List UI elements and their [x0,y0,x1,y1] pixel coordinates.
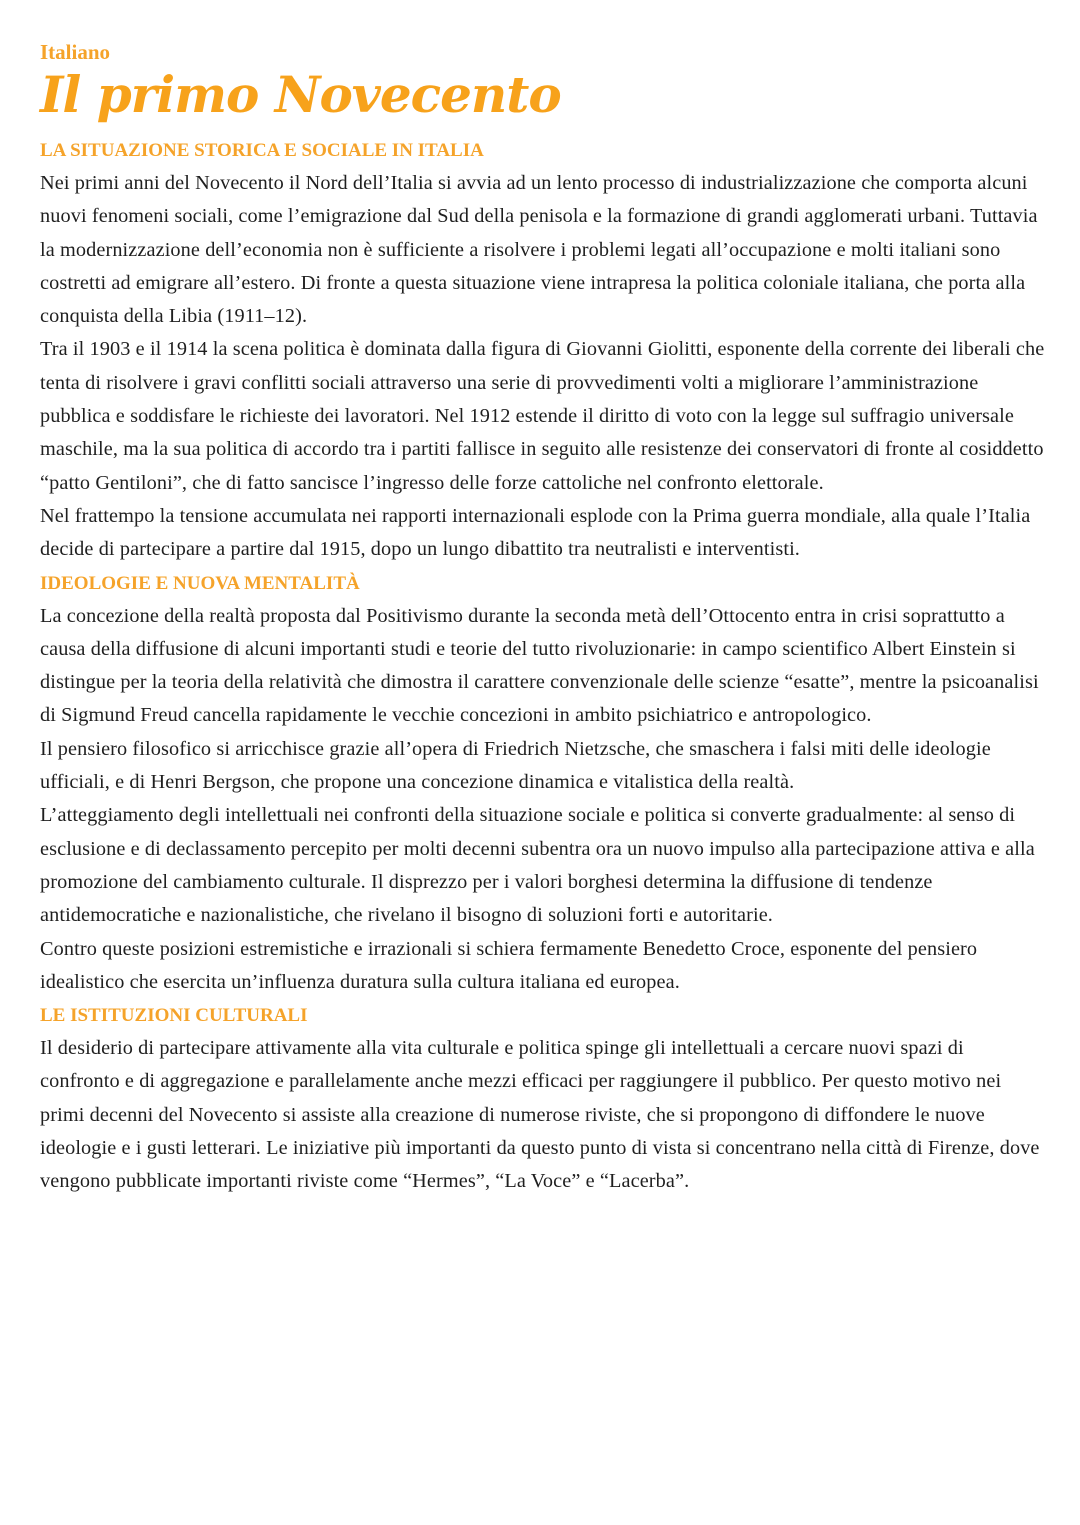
section-cultural-institutions [40,999,1045,1198]
paragraph: Il desiderio di partecipare attivamente alla vita culturale e politica spinge gli intellettuali a cercare nuovi spazi di confronto e di aggregazione e parallelamente anche mezzi efficaci per raggiungere il pubblico. Per questo motivo nei primi decenni del Novecento si assiste alla creazione di numerose riviste, che si propongono di diffondere le nuove ideologie e i gusti letterari. Le iniziative più importanti da questo punto di vista si concentrano nella città di Firenze, dove vengono pubblicate importanti riviste come “Hermes”, “La Voce” e “Lacerba”. [40,1037,1040,1193]
section-heading: LE ISTITUZIONI CULTURALI [40,1005,308,1027]
page-title: Il primo Novecento [40,65,561,124]
subject-label: Italiano [40,40,111,64]
paragraph: Il pensiero filosofico si arricchisce grazie all’opera di Friedrich Nietzsche, che smaschera i falsi miti delle ideologie ufficiali, e di Henri Bergson, che propone una concezione dinamica e vitalistica della realtà. [40,737,991,794]
paragraph: Nel frattempo la tensione accumulata nei rapporti internazionali esplode con la Prima guerra mondiale, alla quale l’Italia decide di partecipare a partire dal 1915, dopo un lungo dibattito tra neutralisti e interventisti. [40,504,1031,561]
paragraph: Nei primi anni del Novecento il Nord dell’Italia si avvia ad un lento processo di industrializzazione che comporta alcuni nuovi fenomeni sociali, come l’emigrazione dal Sud della penisola e la formazione di grandi agglomerati urbani. Tuttavia la modernizzazione dell’economia non è sufficiente a risolvere i problemi legati all’occupazione e molti italiani sono costretti ad emigrare all’estero. Di fronte a questa situazione viene intrapresa la politica coloniale italiana, che porta alla conquista della Libia (1911–12). [40,172,1038,328]
paragraph: La concezione della realtà proposta dal Positivismo durante la seconda metà dell’Ottocento entra in crisi soprattutto a causa della diffusione di alcuni importanti studi e teorie del tutto rivoluzionarie: in campo scientifico Albert Einstein si distingue per la teoria della relatività che dimostra il carattere convenzionale delle scienze “esatte”, mentre la psicoanalisi di Sigmund Freud cancella rapidamente le vecchie concezioni in ambito psichiatrico e antropologico. [40,604,1039,727]
document-page [40,38,1045,1199]
section-historical-context [40,134,1045,567]
section-ideologies [40,567,1045,1000]
section-heading: IDEOLOGIE E NUOVA MENTALITÀ [40,572,360,594]
paragraph: Tra il 1903 e il 1914 la scena politica è dominata dalla figura di Giovanni Giolitti, esponente della corrente dei liberali che tenta di risolvere i gravi conflitti sociali attraverso una serie di provvedimenti volti a migliorare l’amministrazione pubblica e soddisfare le richieste dei lavoratori. Nel 1912 estende il diritto di voto con la legge sul suffragio universale maschile, ma la sua politica di accordo tra i partiti fallisce in seguito alle resistenze dei conservatori di fronte al cosiddetto “patto Gentiloni”, che di fatto sancisce l’ingresso delle forze cattoliche nel confronto elettorale. [40,338,1045,494]
paragraph: L’atteggiamento degli intellettuali nei confronti della situazione sociale e politica si converte gradualmente: al senso di esclusione e di declassamento percepito per molti decenni subentra ora un nuovo impulso alla partecipazione attiva e alla promozione del cambiamento culturale. Il disprezzo per i valori borghesi determina la diffusione di tendenze antidemocratiche e nazionalistiche, che rivelano il bisogno di soluzioni forti e autoritarie. [40,804,1035,927]
section-heading: LA SITUAZIONE STORICA E SOCIALE IN ITALIA [40,140,484,161]
paragraph: Contro queste posizioni estremistiche e irrazionali si schiera fermamente Benedetto Croce, esponente del pensiero idealistico che esercita un’influenza duratura sulla cultura italiana ed europea. [40,937,978,993]
